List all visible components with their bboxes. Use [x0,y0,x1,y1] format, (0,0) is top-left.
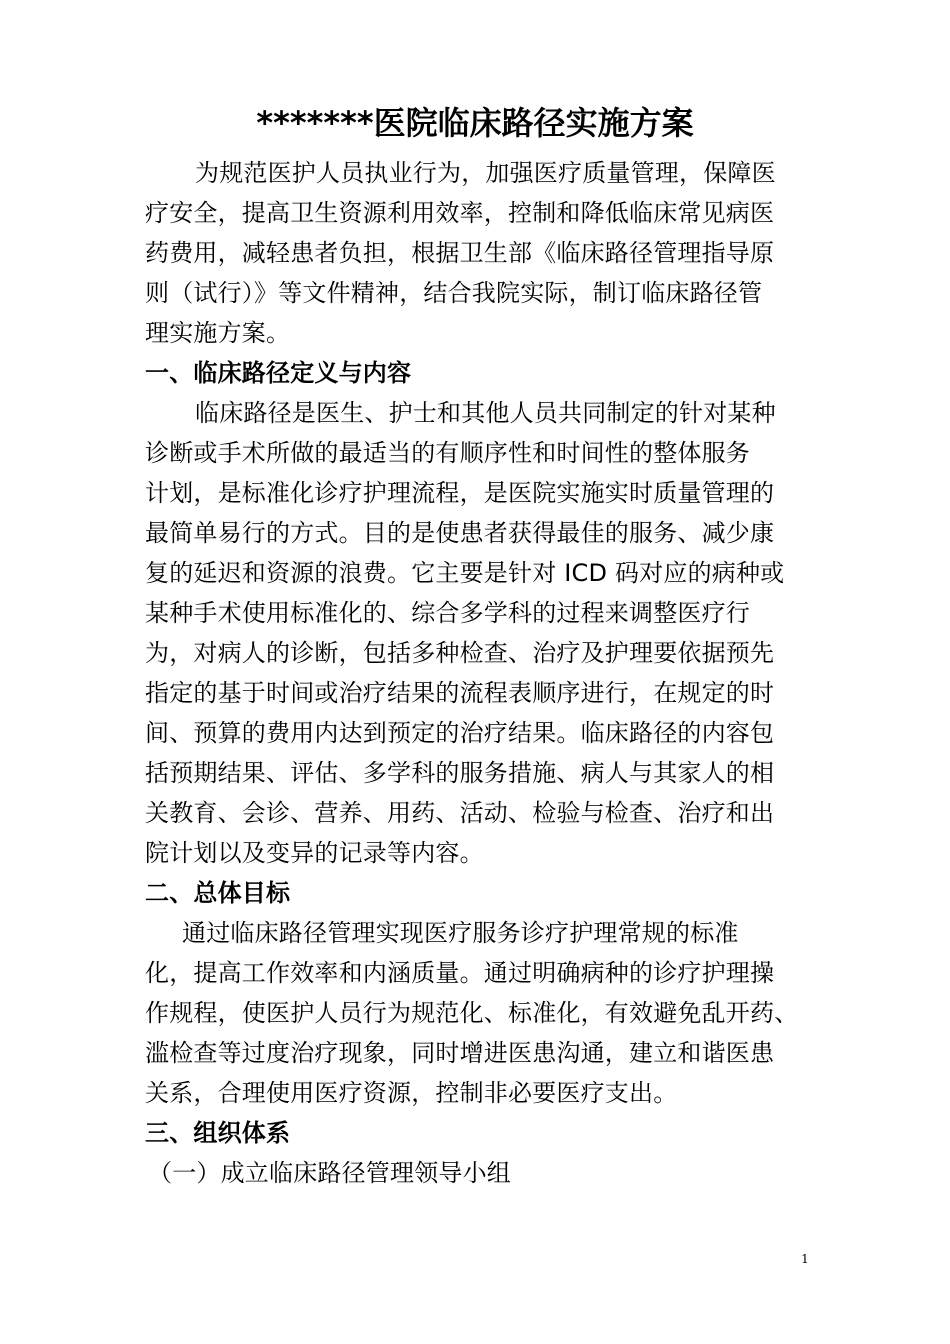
section1-paragraph-line: 复的延迟和资源的浪费。它主要是针对 ICD 码对应的病种或 [145,559,785,587]
intro-paragraph-line: 理实施方案。 [145,319,291,347]
document-body [145,153,851,1193]
section-heading: 一、临床路径定义与内容 [145,359,412,387]
intro-paragraph-line: 则（试行）》等文件精神，结合我院实际，制订临床路径管 [145,279,763,307]
section1-paragraph-line: 计划，是标准化诊疗护理流程，是医院实施实时质量管理的 [145,479,775,507]
section1-paragraph-line: 某种手术使用标准化的、综合多学科的过程来调整医疗行 [145,599,750,627]
section1-paragraph-line: 括预期结果、评估、多学科的服务措施、病人与其家人的相 [145,759,775,787]
intro-paragraph-line: 疗安全，提高卫生资源利用效率，控制和降低临床常见病医 [145,199,775,227]
intro-paragraph-line: 药费用，减轻患者负担，根据卫生部《临床路径管理指导原 [145,239,775,267]
document-title: *******医院临床路径实施方案 [256,104,694,142]
section1-paragraph-line: 间、预算的费用内达到预定的治疗结果。临床路径的内容包 [145,719,775,747]
section2-paragraph-line: 滥检查等过度治疗现象，同时增进医患沟通，建立和谐医患 [145,1039,775,1067]
intro-paragraph-line: 为规范医护人员执业行为，加强医疗质量管理，保障医 [195,159,776,187]
section1-paragraph-line: 诊断或手术所做的最适当的有顺序性和时间性的整体服务 [145,439,750,467]
section2-paragraph-line: 关系，合理使用医疗资源，控制非必要医疗支出。 [145,1079,678,1107]
subsection-heading: （一）成立临床路径管理领导小组 [148,1159,511,1187]
section1-paragraph-line: 最简单易行的方式。目的是使患者获得最佳的服务、减少康 [145,519,775,547]
section1-paragraph-line: 为，对病人的诊断，包括多种检查、治疗及护理要依据预先 [145,639,775,667]
page-number: 1 [801,1252,809,1266]
section1-paragraph-line: 院计划以及变异的记录等内容。 [145,839,484,867]
section1-paragraph-line: 指定的基于时间或治疗结果的流程表顺序进行，在规定的时 [145,679,775,707]
section1-paragraph-line: 关教育、会诊、营养、用药、活动、检验与检查、治疗和出 [145,799,775,827]
section2-paragraph-line: 通过临床路径管理实现医疗服务诊疗护理常规的标准 [182,919,739,947]
section2-paragraph-line: 作规程，使医护人员行为规范化、标准化，有效避免乱开药、 [145,999,799,1027]
section2-paragraph-line: 化，提高工作效率和内涵质量。通过明确病种的诊疗护理操 [145,959,775,987]
section-heading: 三、组织体系 [145,1119,291,1147]
section-heading: 二、总体目标 [145,879,291,907]
section1-paragraph-line: 临床路径是医生、护士和其他人员共同制定的针对某种 [195,399,776,427]
